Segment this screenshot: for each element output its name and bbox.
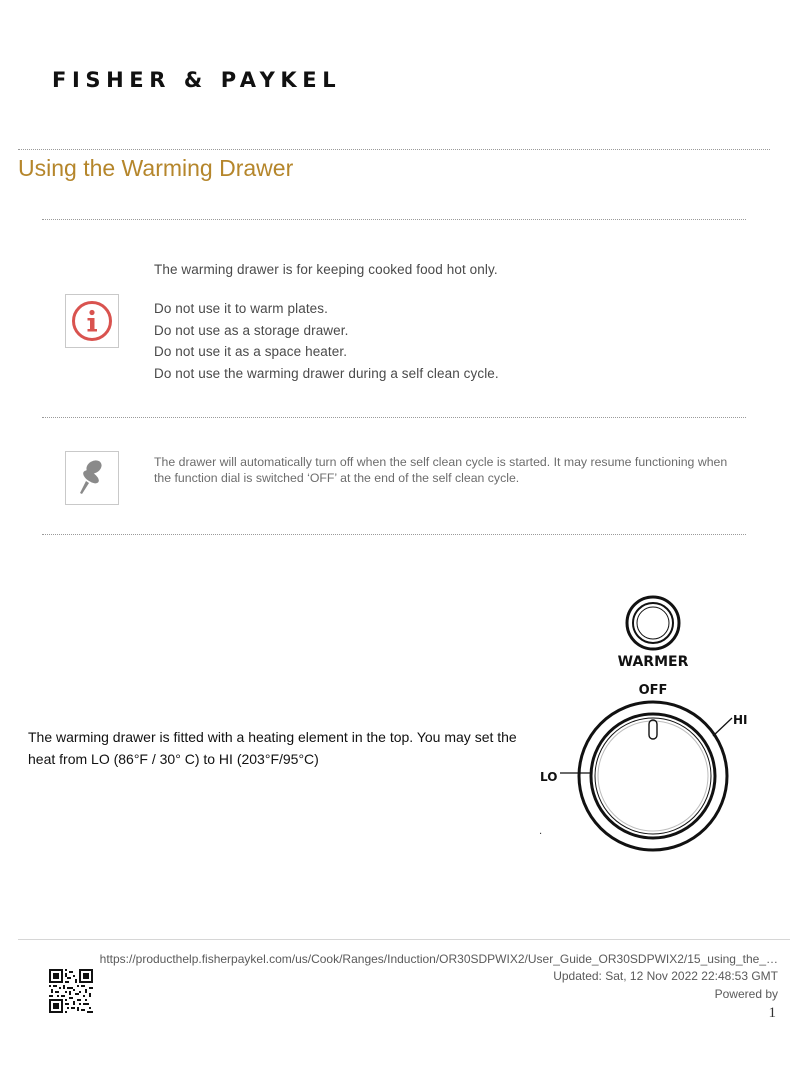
warning-item: Do not use it to warm plates. [154, 301, 328, 316]
section-divider-top [42, 219, 746, 220]
warmer-indicator-light [627, 597, 679, 649]
qr-code [49, 969, 93, 1013]
pushpin-icon [72, 456, 112, 500]
page-number: 1 [768, 1005, 776, 1021]
page-title: Using the Warming Drawer [18, 155, 294, 181]
warmer-dial-svg [530, 590, 760, 860]
dial-inner-ring [591, 714, 715, 838]
warmer-indicator-light-core [637, 607, 669, 639]
header-divider [18, 149, 770, 150]
updated-timestamp: Updated: Sat, 12 Nov 2022 22:48:53 GMT [553, 969, 778, 983]
warning-item: Do not use it as a space heater. [154, 344, 348, 359]
dial-hi-label: HI [733, 713, 748, 727]
dial-outer-ring [579, 702, 727, 850]
dial-lo-label: LO [540, 770, 558, 784]
dial-inner-ring-fine [595, 718, 711, 834]
warning-text-block [154, 260, 499, 384]
warmer-dial-illustration [530, 590, 760, 860]
warning-lead: The warming drawer is for keeping cooked food hot only. [154, 262, 498, 277]
brand-logo: FISHER & PAYKEL [52, 68, 342, 92]
dial-hi-leader [713, 718, 732, 736]
note-text: The drawer will automatically turn off when the self clean cycle is started. It may resume functioning when the function dial is switched ‘OFF’ at the end of the self clean cycle. [154, 455, 728, 485]
footer-divider [18, 939, 790, 940]
warning-icon-box [65, 294, 119, 348]
dial-inner-ring-faint [598, 721, 708, 831]
dial-dot: . [539, 826, 543, 837]
warmer-label: WARMER [617, 654, 689, 670]
heating-description: The warming drawer is fitted with a heating element in the top. You may set the heat from LO (86°F / 30° C) to HI (203°F/95°C) [28, 729, 517, 767]
source-url[interactable]: https://producthelp.fisherpaykel.com/us/Cook/Ranges/Induction/OR30SDPWIX2/User_Guide_OR30SDPWIX2/15_using_the_… [99, 952, 778, 966]
info-icon [70, 299, 114, 343]
warmer-indicator-light-inner [633, 603, 673, 643]
dial-off-label: OFF [638, 683, 668, 698]
dial-pointer [649, 720, 657, 739]
section-divider-bottom [42, 534, 746, 535]
warning-item: Do not use as a storage drawer. [154, 322, 349, 338]
powered-by: Powered by [714, 987, 778, 1001]
section-divider-middle [42, 417, 746, 418]
warning-item: Do not use the warming drawer during a self clean cycle. [154, 365, 499, 381]
note-icon-box [65, 451, 119, 505]
